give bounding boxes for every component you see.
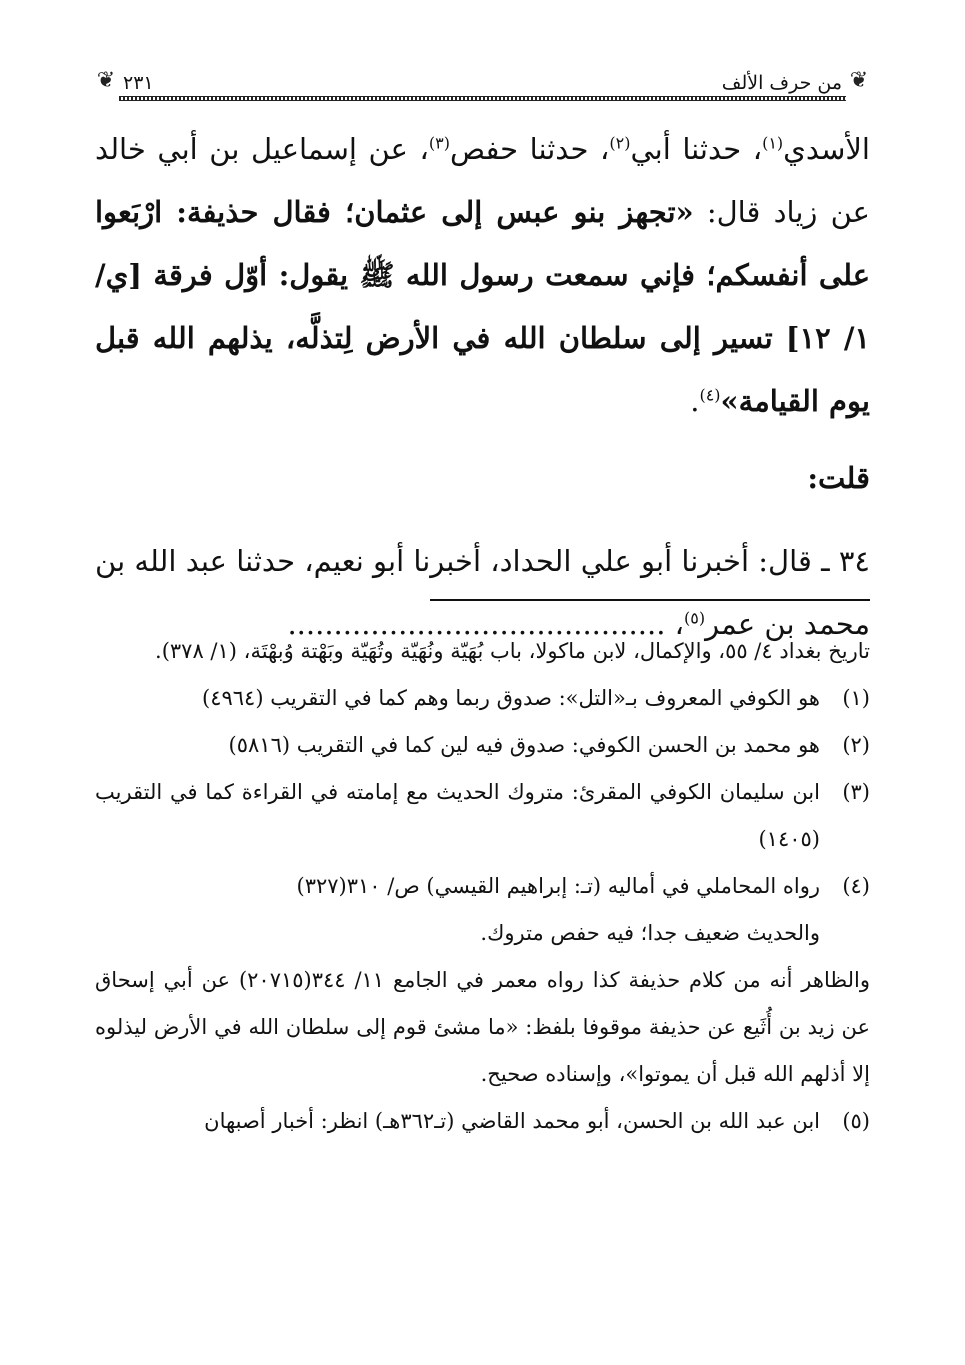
footnote-carryover: تاريخ بغداد ٤/ ٥٥، والإكمال، لابن ماكولا، باب بُهَيّة ونُهَيّة وتُهَيّة وبَهْتة وُبهْتَة، (١/ ٣٧٨). — [155, 639, 870, 663]
footnote-number: (٣) — [842, 780, 870, 804]
footnote-3 — [95, 769, 870, 863]
footnote-ref-5[interactable]: (٥) — [684, 608, 706, 628]
hadith-paragraph: الأسدي$^{(١)}$، حدثنا أبي$^{(٢)}$، حدثنا حفص$^{(٣)}$، عن إسماعيل بن أبي خالد عن زياد قال: «تجهز بنو عبس إلى عثمان؛ فقال حذيفة: ارْبَعوا على أنفسكم؛ فإني سمعت رسول الله ﷺ يقول: أوّل فرقة [ي/ ١/ ١٢] تسير إلى سلطان الله في الأرض لِتذلَّه، يذلهم الله قبل يوم القيامة»$^{(٤)}$. — [95, 132, 870, 418]
footnotes — [95, 628, 870, 1145]
footnote-text: رواه المحاملي في أماليه (تـ: إبراهيم القيسي) ص/ ٣١٠(٣٢٧) — [296, 874, 820, 898]
main-text — [95, 118, 870, 656]
header-title: من حرف الألف — [721, 72, 842, 94]
footnote-ref-1[interactable]: (١) — [762, 133, 784, 153]
footnote-ref-4[interactable]: (٤) — [699, 385, 721, 405]
footnote-number: (٢) — [842, 733, 870, 757]
footnote-1 — [95, 675, 870, 722]
footnote-number: (٤) — [842, 874, 870, 898]
footnote-4-paragraph: والظاهر أنه من كلام حذيفة كذا رواه معمر في الجامع ١١/ ٣٤٤(٢٠٧١٥) عن أبي إسحاق عن زيد بن أُثَيع عن حذيفة موقوفا بلفظ: «ما مشئ قوم إلى سلطان الله في الأرض ليذلوه إلا أذلهم الله قبل أن يموتوا»، وإسناده صحيح. — [95, 968, 870, 1086]
footnote-ref-3[interactable]: (٣) — [428, 133, 450, 153]
hadith-text: «تجهز بنو عبس إلى عثمان؛ فقال حذيفة: ارْبَعوا على أنفسكم؛ فإني سمعت رسول الله ﷺ يقول: أوّل فرقة [ي/ ١/ ١٢] تسير إلى سلطان الله في الأرض لِتذلَّه، يذلهم الله قبل يوم القيامة» — [95, 195, 870, 418]
narration-paragraph: ٣٤ ـ قال: أخبرنا أبو علي الحداد، أخبرنا أبو نعيم، حدثنا عبد الله بن محمد بن عمر$^{(٥)}$، ......................................... — [95, 544, 870, 641]
section-heading: قلت: — [807, 461, 870, 495]
running-header — [95, 62, 870, 102]
footnote-4-continuation: والحديث ضعيف جدا؛ فيه حفص متروك. — [480, 921, 820, 945]
footnote-text: هو الكوفي المعروف بـ«التل»: صدوق ربما وهم كما في التقريب (٤٩٦٤) — [202, 686, 820, 710]
footnote-text: ابن سليمان الكوفي المقرئ: متروك الحديث مع إمامته في القراءة كما في التقريب (١٤٠٥) — [95, 780, 820, 851]
ornament-right-icon: ❦ — [849, 68, 869, 93]
footnote-number: (٥) — [842, 1109, 870, 1133]
footnote-5 — [95, 1098, 870, 1145]
footnote-number: (١) — [842, 686, 870, 710]
header-rule — [119, 96, 846, 101]
page-number: ٢٣١ — [123, 72, 154, 94]
footnote-2 — [95, 722, 870, 769]
footnote-4 — [95, 863, 870, 910]
footnote-text: هو محمد بن الحسن الكوفي: صدوق فيه لين كما في التقريب (٥٨١٦) — [228, 733, 820, 757]
ornament-left-icon: ❦ — [96, 68, 116, 93]
footnote-separator — [430, 599, 870, 601]
footnote-text: ابن عبد الله بن الحسن، أبو محمد القاضي (تـ٣٦٢هـ) انظر: أخبار أصبهان — [204, 1109, 820, 1133]
footnote-ref-2[interactable]: (٢) — [609, 133, 631, 153]
